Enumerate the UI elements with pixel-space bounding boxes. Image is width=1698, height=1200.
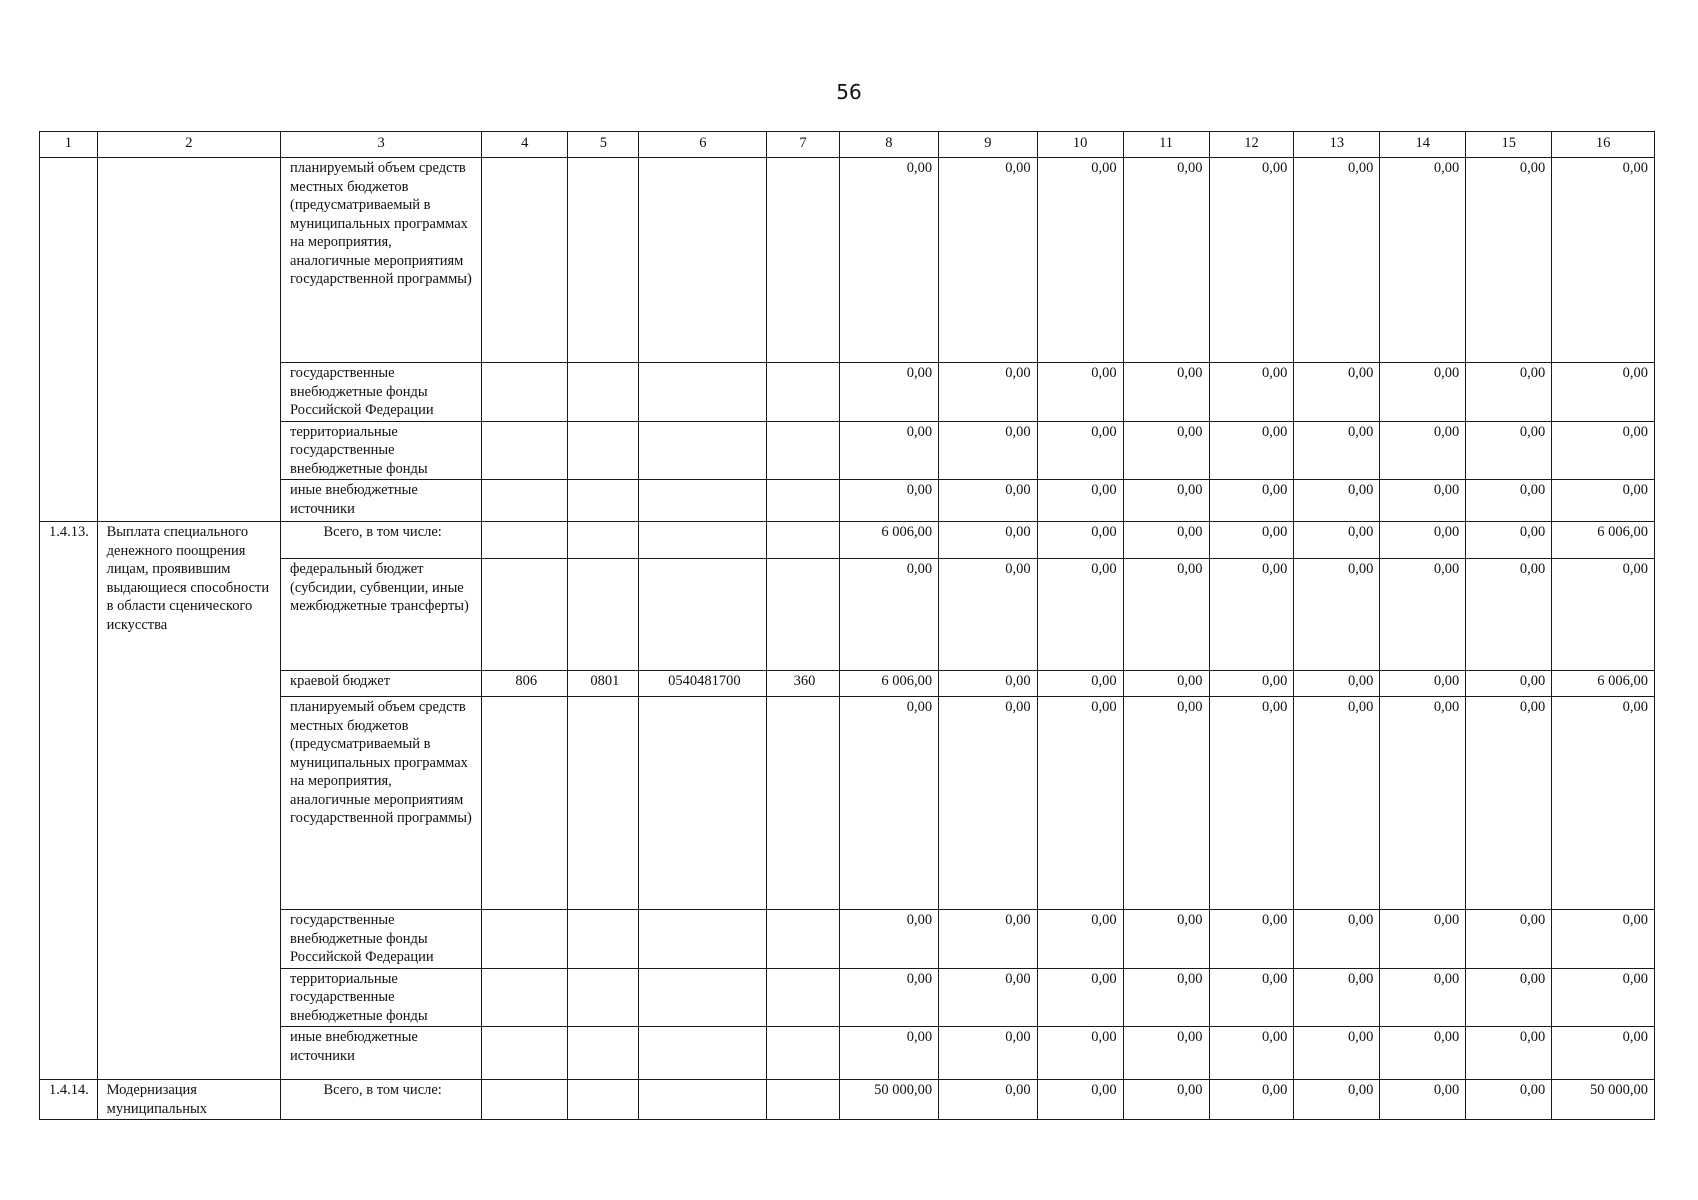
amount-cell: 0,00 xyxy=(1209,522,1294,559)
amount-cell: 0,00 xyxy=(839,697,939,910)
target-article-code xyxy=(639,910,767,969)
table-body xyxy=(40,158,1655,1120)
amount-cell: 0,00 xyxy=(1123,522,1209,559)
amount-cell: 0,00 xyxy=(1466,968,1552,1027)
amount-cell: 0,00 xyxy=(1552,559,1655,671)
amount-cell: 0,00 xyxy=(1380,421,1466,480)
funding-source-row xyxy=(40,1027,1655,1080)
amount-cell: 0,00 xyxy=(1552,421,1655,480)
amount-cell: 6 006,00 xyxy=(1552,671,1655,697)
amount-cell: 0,00 xyxy=(939,480,1038,522)
column-header: 10 xyxy=(1037,132,1123,158)
funding-source-row xyxy=(40,910,1655,969)
amount-cell: 0,00 xyxy=(1209,1027,1294,1080)
funding-source-label: иные внебюджетные источники xyxy=(281,480,482,522)
amount-cell: 0,00 xyxy=(939,559,1038,671)
column-header: 12 xyxy=(1209,132,1294,158)
expense-type-code xyxy=(767,480,839,522)
expense-type-code xyxy=(767,421,839,480)
amount-cell: 0,00 xyxy=(1123,158,1209,363)
ministry-code xyxy=(482,480,568,522)
amount-cell: 50 000,00 xyxy=(839,1080,939,1120)
amount-cell: 0,00 xyxy=(839,1027,939,1080)
expense-type-code: 360 xyxy=(767,671,839,697)
expense-type-code xyxy=(767,363,839,422)
ministry-code xyxy=(482,910,568,969)
ministry-code xyxy=(482,559,568,671)
amount-cell: 0,00 xyxy=(1123,671,1209,697)
amount-cell: 0,00 xyxy=(1466,910,1552,969)
amount-cell: 0,00 xyxy=(1380,1080,1466,1120)
item-name: Выплата специального денежного поощрения лицам, проявившим выдающиеся способности в области сценического искусства xyxy=(97,522,280,1080)
amount-cell: 0,00 xyxy=(1209,158,1294,363)
amount-cell: 0,00 xyxy=(1380,363,1466,422)
amount-cell: 0,00 xyxy=(1552,697,1655,910)
amount-cell: 0,00 xyxy=(1380,671,1466,697)
amount-cell: 0,00 xyxy=(939,968,1038,1027)
amount-cell: 6 006,00 xyxy=(1552,522,1655,559)
column-header: 5 xyxy=(568,132,639,158)
funding-source-label: планируемый объем средств местных бюджетов (предусматриваемый в муниципальных программах на мероприятия, аналогичные мероприятиям государственной программы) xyxy=(281,158,482,363)
funding-source-label: иные внебюджетные источники xyxy=(281,1027,482,1080)
funding-source-row xyxy=(40,421,1655,480)
target-article-code xyxy=(639,1027,767,1080)
amount-cell: 0,00 xyxy=(1123,1080,1209,1120)
amount-cell: 0,00 xyxy=(1209,910,1294,969)
amount-cell: 0,00 xyxy=(1037,1027,1123,1080)
section-code xyxy=(568,910,639,969)
column-header: 2 xyxy=(97,132,280,158)
amount-cell: 0,00 xyxy=(939,910,1038,969)
amount-cell: 0,00 xyxy=(1209,421,1294,480)
funding-source-label: территориальные государственные внебюджетные фонды xyxy=(281,968,482,1027)
amount-cell: 0,00 xyxy=(1037,363,1123,422)
amount-cell: 0,00 xyxy=(1552,363,1655,422)
amount-cell: 0,00 xyxy=(939,1080,1038,1120)
expense-type-code xyxy=(767,1080,839,1120)
amount-cell: 0,00 xyxy=(839,480,939,522)
amount-cell: 0,00 xyxy=(1123,697,1209,910)
amount-cell: 0,00 xyxy=(1037,1080,1123,1120)
target-article-code xyxy=(639,363,767,422)
amount-cell: 0,00 xyxy=(1294,1027,1380,1080)
target-article-code xyxy=(639,480,767,522)
funding-source-row xyxy=(40,158,1655,363)
funding-source-label: государственные внебюджетные фонды Российской Федерации xyxy=(281,910,482,969)
amount-cell: 0,00 xyxy=(839,363,939,422)
amount-cell: 0,00 xyxy=(1552,158,1655,363)
amount-cell: 0,00 xyxy=(1552,480,1655,522)
amount-cell: 0,00 xyxy=(839,158,939,363)
amount-cell: 0,00 xyxy=(1123,968,1209,1027)
funding-source-row xyxy=(40,697,1655,910)
amount-cell: 0,00 xyxy=(939,1027,1038,1080)
column-header: 6 xyxy=(639,132,767,158)
amount-cell: 0,00 xyxy=(1552,968,1655,1027)
funding-source-label: территориальные государственные внебюджетные фонды xyxy=(281,421,482,480)
expense-type-code xyxy=(767,1027,839,1080)
amount-cell: 0,00 xyxy=(1294,671,1380,697)
column-header: 11 xyxy=(1123,132,1209,158)
item-index: 1.4.14. xyxy=(40,1080,98,1120)
amount-cell: 0,00 xyxy=(1380,968,1466,1027)
funding-source-label: планируемый объем средств местных бюджетов (предусматриваемый в муниципальных программах на мероприятия, аналогичные мероприятиям государственной программы) xyxy=(281,697,482,910)
amount-cell: 0,00 xyxy=(1294,522,1380,559)
funding-source-label: краевой бюджет xyxy=(281,671,482,697)
expense-type-code xyxy=(767,158,839,363)
amount-cell: 0,00 xyxy=(1123,480,1209,522)
amount-cell: 0,00 xyxy=(1294,158,1380,363)
target-article-code xyxy=(639,421,767,480)
section-code xyxy=(568,968,639,1027)
amount-cell: 0,00 xyxy=(839,910,939,969)
column-header: 9 xyxy=(939,132,1038,158)
item-name: Модернизация муниципальных xyxy=(97,1080,280,1120)
funding-source-row xyxy=(40,363,1655,422)
amount-cell: 0,00 xyxy=(1209,559,1294,671)
target-article-code xyxy=(639,559,767,671)
amount-cell: 0,00 xyxy=(1123,910,1209,969)
amount-cell: 50 000,00 xyxy=(1552,1080,1655,1120)
section-code: 0801 xyxy=(568,671,639,697)
amount-cell: 0,00 xyxy=(1037,480,1123,522)
amount-cell: 0,00 xyxy=(1466,421,1552,480)
amount-cell: 0,00 xyxy=(1294,968,1380,1027)
item-name xyxy=(97,158,280,522)
ministry-code xyxy=(482,158,568,363)
amount-cell: 0,00 xyxy=(1466,363,1552,422)
amount-cell: 0,00 xyxy=(1380,697,1466,910)
amount-cell: 0,00 xyxy=(939,158,1038,363)
amount-cell: 0,00 xyxy=(1037,697,1123,910)
amount-cell: 0,00 xyxy=(1123,421,1209,480)
amount-cell: 0,00 xyxy=(1209,968,1294,1027)
section-code xyxy=(568,522,639,559)
amount-cell: 0,00 xyxy=(1294,697,1380,910)
item-index xyxy=(40,158,98,522)
amount-cell: 0,00 xyxy=(1037,522,1123,559)
page-number: 56 xyxy=(836,80,862,104)
amount-cell: 0,00 xyxy=(939,522,1038,559)
section-code xyxy=(568,1080,639,1120)
funding-source-label: Всего, в том числе: xyxy=(281,522,482,559)
total-row xyxy=(40,522,1655,559)
amount-cell: 0,00 xyxy=(1466,697,1552,910)
funding-source-row xyxy=(40,671,1655,697)
amount-cell: 0,00 xyxy=(1466,1080,1552,1120)
expense-type-code xyxy=(767,697,839,910)
expense-type-code xyxy=(767,968,839,1027)
amount-cell: 0,00 xyxy=(839,421,939,480)
section-code xyxy=(568,363,639,422)
funding-source-label: Всего, в том числе: xyxy=(281,1080,482,1120)
amount-cell: 0,00 xyxy=(1037,158,1123,363)
amount-cell: 0,00 xyxy=(1123,1027,1209,1080)
amount-cell: 0,00 xyxy=(1466,158,1552,363)
amount-cell: 0,00 xyxy=(1294,559,1380,671)
amount-cell: 0,00 xyxy=(839,559,939,671)
amount-cell: 0,00 xyxy=(1209,480,1294,522)
section-code xyxy=(568,158,639,363)
amount-cell: 0,00 xyxy=(1209,671,1294,697)
amount-cell: 0,00 xyxy=(939,671,1038,697)
amount-cell: 0,00 xyxy=(1380,1027,1466,1080)
funding-source-label: федеральный бюджет (субсидии, субвенции, иные межбюджетные трансферты) xyxy=(281,559,482,671)
amount-cell: 0,00 xyxy=(1380,158,1466,363)
section-code xyxy=(568,421,639,480)
funding-source-row xyxy=(40,559,1655,671)
amount-cell: 0,00 xyxy=(1380,559,1466,671)
amount-cell: 0,00 xyxy=(1466,1027,1552,1080)
amount-cell: 0,00 xyxy=(1123,363,1209,422)
total-row xyxy=(40,1080,1655,1120)
target-article-code xyxy=(639,158,767,363)
column-header: 3 xyxy=(281,132,482,158)
column-header: 4 xyxy=(482,132,568,158)
expense-type-code xyxy=(767,559,839,671)
amount-cell: 0,00 xyxy=(1037,910,1123,969)
funding-source-row xyxy=(40,968,1655,1027)
section-code xyxy=(568,697,639,910)
ministry-code xyxy=(482,363,568,422)
amount-cell: 0,00 xyxy=(1209,1080,1294,1120)
target-article-code xyxy=(639,1080,767,1120)
column-header: 16 xyxy=(1552,132,1655,158)
column-header: 13 xyxy=(1294,132,1380,158)
amount-cell: 0,00 xyxy=(1466,559,1552,671)
ministry-code xyxy=(482,968,568,1027)
amount-cell: 0,00 xyxy=(1294,363,1380,422)
amount-cell: 0,00 xyxy=(1209,363,1294,422)
ministry-code xyxy=(482,421,568,480)
amount-cell: 6 006,00 xyxy=(839,522,939,559)
amount-cell: 0,00 xyxy=(1466,671,1552,697)
ministry-code xyxy=(482,1080,568,1120)
column-header: 14 xyxy=(1380,132,1466,158)
funding-source-label: государственные внебюджетные фонды Российской Федерации xyxy=(281,363,482,422)
ministry-code xyxy=(482,1027,568,1080)
funding-source-row xyxy=(40,480,1655,522)
amount-cell: 0,00 xyxy=(1123,559,1209,671)
section-code xyxy=(568,480,639,522)
amount-cell: 0,00 xyxy=(1294,1080,1380,1120)
column-number-row xyxy=(40,132,1655,158)
amount-cell: 0,00 xyxy=(939,363,1038,422)
section-code xyxy=(568,1027,639,1080)
column-header: 1 xyxy=(40,132,98,158)
target-article-code xyxy=(639,697,767,910)
amount-cell: 0,00 xyxy=(1037,968,1123,1027)
column-header: 7 xyxy=(767,132,839,158)
column-header: 15 xyxy=(1466,132,1552,158)
amount-cell: 0,00 xyxy=(1037,421,1123,480)
expense-type-code xyxy=(767,522,839,559)
ministry-code: 806 xyxy=(482,671,568,697)
amount-cell: 0,00 xyxy=(1466,480,1552,522)
amount-cell: 0,00 xyxy=(1037,559,1123,671)
amount-cell: 0,00 xyxy=(1294,421,1380,480)
ministry-code xyxy=(482,522,568,559)
column-header: 8 xyxy=(839,132,939,158)
amount-cell: 0,00 xyxy=(1552,1027,1655,1080)
target-article-code: 0540481700 xyxy=(639,671,767,697)
amount-cell: 0,00 xyxy=(1037,671,1123,697)
section-code xyxy=(568,559,639,671)
amount-cell: 0,00 xyxy=(1380,910,1466,969)
amount-cell: 0,00 xyxy=(1380,480,1466,522)
amount-cell: 0,00 xyxy=(1552,910,1655,969)
amount-cell: 0,00 xyxy=(939,697,1038,910)
item-index: 1.4.13. xyxy=(40,522,98,1080)
budget-table xyxy=(39,131,1655,1120)
amount-cell: 6 006,00 xyxy=(839,671,939,697)
amount-cell: 0,00 xyxy=(1294,480,1380,522)
amount-cell: 0,00 xyxy=(839,968,939,1027)
ministry-code xyxy=(482,697,568,910)
target-article-code xyxy=(639,968,767,1027)
target-article-code xyxy=(639,522,767,559)
amount-cell: 0,00 xyxy=(939,421,1038,480)
amount-cell: 0,00 xyxy=(1466,522,1552,559)
amount-cell: 0,00 xyxy=(1294,910,1380,969)
amount-cell: 0,00 xyxy=(1209,697,1294,910)
amount-cell: 0,00 xyxy=(1380,522,1466,559)
expense-type-code xyxy=(767,910,839,969)
